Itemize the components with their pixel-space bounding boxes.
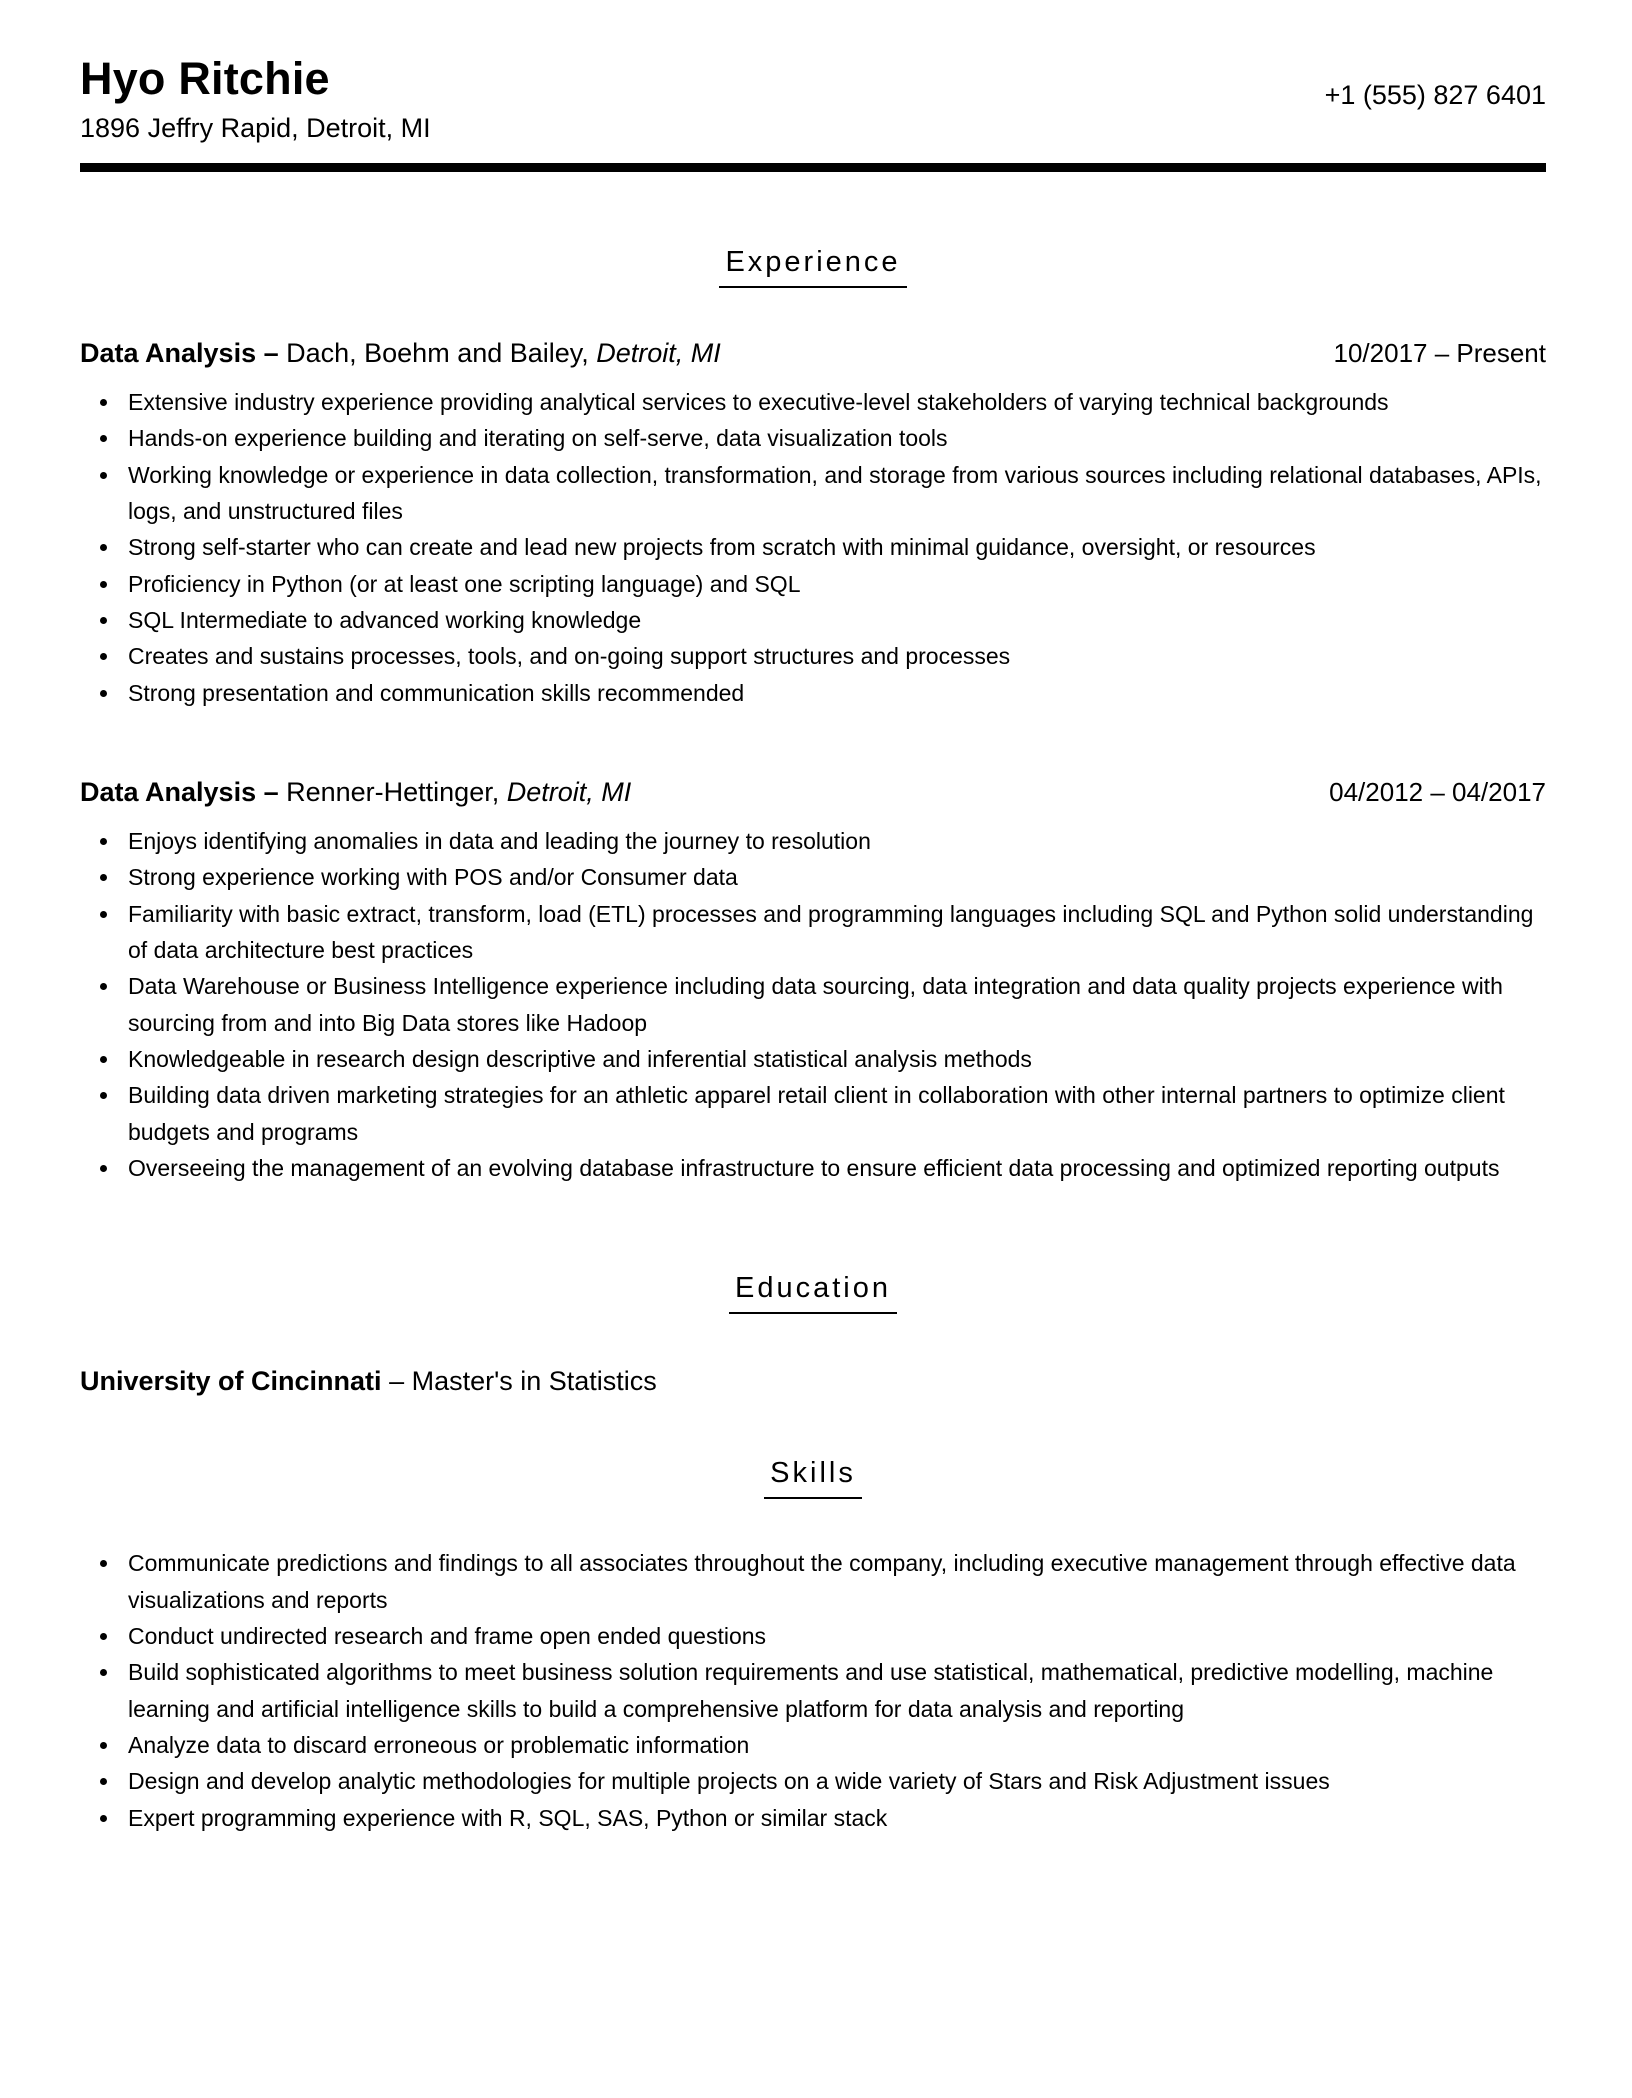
candidate-phone: +1 (555) 827 6401 bbox=[1324, 80, 1546, 110]
job-bullets-1 bbox=[80, 384, 1546, 711]
job-header-1 bbox=[80, 336, 1546, 371]
skills-section bbox=[80, 1545, 1546, 1836]
bullet-item: • Communicate predictions and findings to all associates throughout the company, including executive management through effective data visualizations and reports bbox=[121, 1545, 1546, 1618]
candidate-address: 1896 Jeffry Rapid, Detroit, MI bbox=[80, 113, 431, 144]
job-company-1: Dach, Boehm and Bailey, bbox=[286, 337, 597, 368]
job-role-1: Data Analysis – bbox=[80, 337, 287, 368]
skills-bullets bbox=[80, 1545, 1546, 1836]
skills-heading-text: Skills bbox=[764, 1457, 862, 1499]
bullet-item: • Familiarity with basic extract, transform, load (ETL) processes and programming languages including SQL and Python solid understanding of data architecture best practices bbox=[121, 896, 1546, 969]
education-school: University of Cincinnati bbox=[80, 1366, 382, 1397]
bullet-item: • Building data driven marketing strategies for an athletic apparel retail client in collaboration with other internal partners to optimize client budgets and programs bbox=[121, 1077, 1546, 1150]
bullet-item: • SQL Intermediate to advanced working knowledge bbox=[121, 602, 1546, 638]
bullet-item: • Knowledgeable in research design descriptive and inferential statistical analysis methods bbox=[121, 1041, 1546, 1077]
experience-section bbox=[80, 336, 1546, 1186]
job-title-1 bbox=[80, 336, 721, 371]
job-bullets-2 bbox=[80, 823, 1546, 1186]
job-title-2 bbox=[80, 775, 631, 810]
bullet-item: • Strong presentation and communication skills recommended bbox=[121, 675, 1546, 711]
job-company-2: Renner-Hettinger, bbox=[286, 776, 507, 807]
job-dates-2: 04/2012 – 04/2017 bbox=[1329, 776, 1546, 807]
job-header-2 bbox=[80, 775, 1546, 810]
bullet-item: • Overseeing the management of an evolving database infrastructure to ensure efficient data processing and optimized reporting outputs bbox=[121, 1150, 1546, 1186]
section-heading-education bbox=[80, 1272, 1546, 1314]
section-heading-experience bbox=[80, 246, 1546, 288]
education-heading-text: Education bbox=[729, 1272, 897, 1314]
resume-header bbox=[80, 54, 1546, 145]
section-heading-skills bbox=[80, 1457, 1546, 1499]
bullet-item: • Creates and sustains processes, tools, and on-going support structures and processes bbox=[121, 638, 1546, 674]
header-identity bbox=[80, 54, 431, 145]
bullet-item: • Working knowledge or experience in data collection, transformation, and storage from various sources including relational databases, APIs, logs, and unstructured files bbox=[121, 457, 1546, 530]
bullet-item: • Enjoys identifying anomalies in data and leading the journey to resolution bbox=[121, 823, 1546, 859]
education-section bbox=[80, 1364, 1546, 1399]
job-role-2: Data Analysis – bbox=[80, 776, 287, 807]
education-entry bbox=[80, 1364, 1546, 1399]
bullet-item: • Expert programming experience with R, SQL, SAS, Python or similar stack bbox=[121, 1800, 1546, 1836]
header-divider bbox=[80, 163, 1546, 172]
bullet-item: • Build sophisticated algorithms to meet business solution requirements and use statistical, mathematical, predictive modelling, machine learning and artificial intelligence skills to build a comprehensive platform for data analysis and reporting bbox=[121, 1654, 1546, 1727]
bullet-item: • Proficiency in Python (or at least one scripting language) and SQL bbox=[121, 566, 1546, 602]
bullet-item: • Hands-on experience building and iterating on self-serve, data visualization tools bbox=[121, 420, 1546, 456]
bullet-item: • Conduct undirected research and frame open ended questions bbox=[121, 1618, 1546, 1654]
bullet-item: • Strong experience working with POS and/or Consumer data bbox=[121, 859, 1546, 895]
bullet-item: • Strong self-starter who can create and lead new projects from scratch with minimal guidance, oversight, or resources bbox=[121, 529, 1546, 565]
job-dates-1: 10/2017 – Present bbox=[1333, 337, 1546, 368]
bullet-item: • Design and develop analytic methodologies for multiple projects on a wide variety of Stars and Risk Adjustment issues bbox=[121, 1763, 1546, 1799]
education-degree: – Master's in Statistics bbox=[381, 1366, 657, 1397]
candidate-name: Hyo Ritchie bbox=[80, 53, 330, 104]
experience-heading-text: Experience bbox=[719, 246, 906, 288]
job-location-2: Detroit, MI bbox=[506, 776, 632, 807]
bullet-item: • Analyze data to discard erroneous or problematic information bbox=[121, 1727, 1546, 1763]
bullet-item: • Data Warehouse or Business Intelligence experience including data sourcing, data integration and data quality projects experience with sourcing from and into Big Data stores like Hadoop bbox=[121, 968, 1546, 1041]
bullet-item: • Extensive industry experience providing analytical services to executive-level stakeholders of varying technical backgrounds bbox=[121, 384, 1546, 420]
job-location-1: Detroit, MI bbox=[596, 337, 721, 368]
